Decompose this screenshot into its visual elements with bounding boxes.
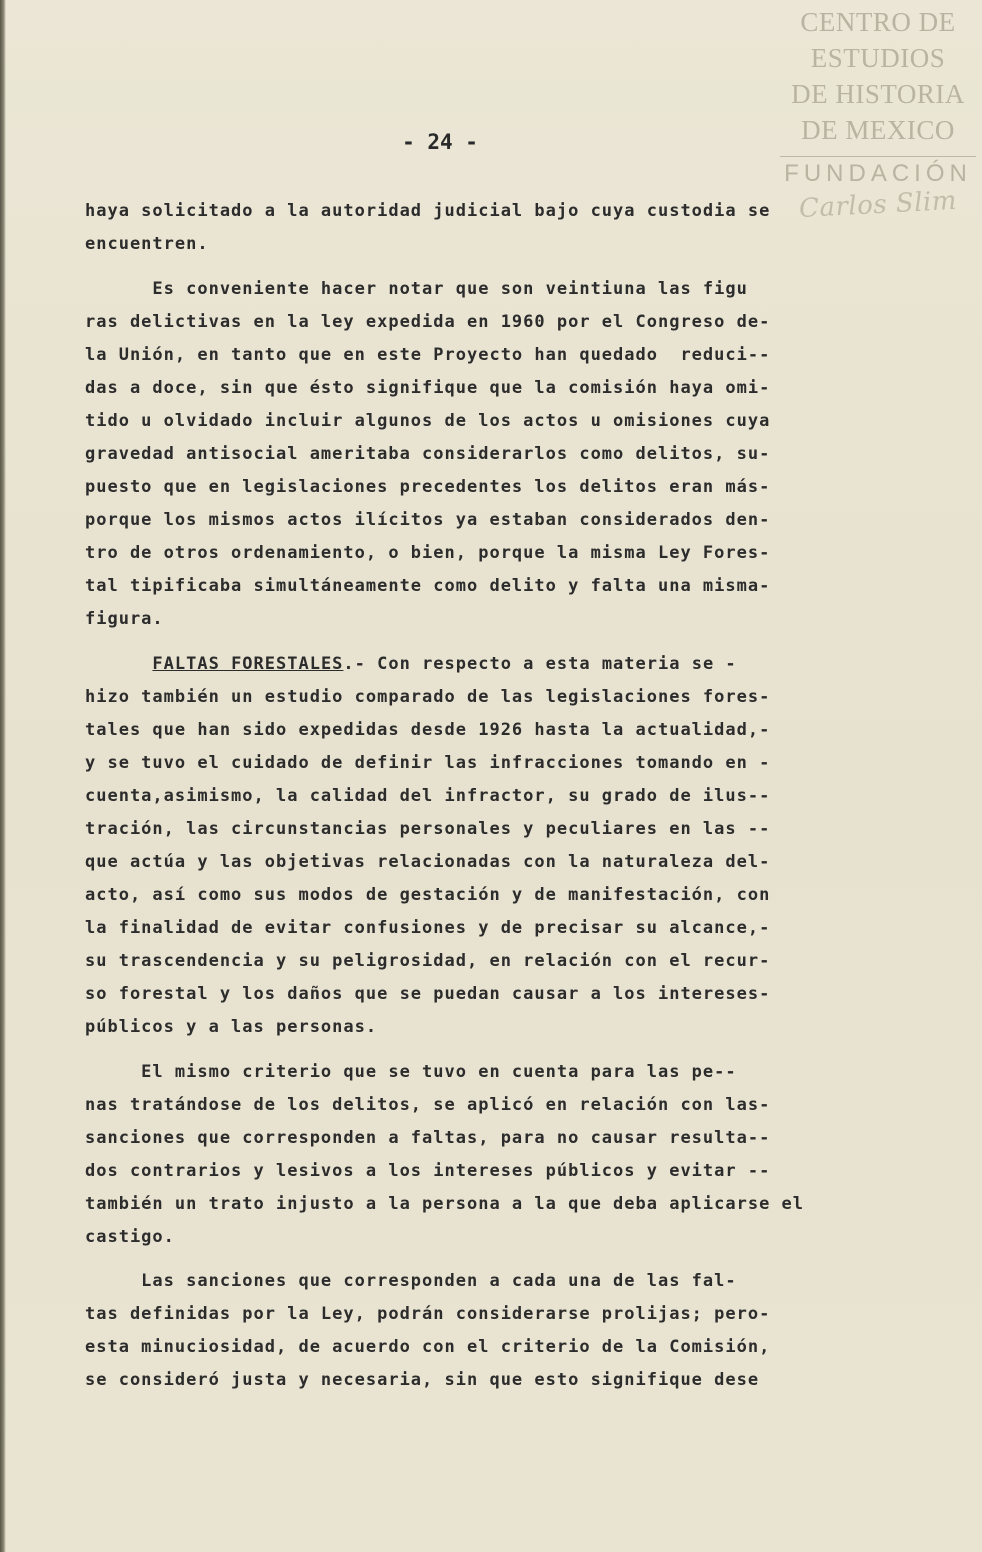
text-line: públicos y a las personas.: [85, 1017, 378, 1037]
text-line: puesto que en legislaciones precedentes los delitos eran más-: [85, 477, 771, 497]
text-line: acto, así como sus modos de gestación y de manifestación, con: [85, 885, 771, 905]
text-line: haya solicitado a la autoridad judicial bajo cuya custodia se: [85, 201, 771, 221]
watermark-line: ESTUDIOS: [810, 43, 946, 73]
watermark-line: DE HISTORIA: [791, 79, 965, 109]
text-line: ras delictivas en la ley expedida en 1960 por el Congreso de-: [85, 312, 771, 332]
text-line: su trascendencia y su peligrosidad, en relación con el recur-: [85, 951, 771, 971]
text-line: también un trato injusto a la persona a la que deba aplicarse el: [85, 1194, 805, 1214]
heading-line-rest: .- Con respecto a esta materia se -: [343, 654, 737, 674]
text-line: la Unión, en tanto que en este Proyecto han quedado reduci--: [85, 345, 771, 365]
text-line: so forestal y los daños que se puedan causar a los intereses-: [85, 984, 771, 1004]
paragraph: [85, 195, 955, 261]
text-line: encuentren.: [85, 234, 209, 254]
text-line: Las sanciones que corresponden a cada una de las fal-: [85, 1271, 737, 1291]
section-heading: FALTAS FORESTALES: [152, 654, 344, 674]
watermark-line: DE MEXICO: [801, 115, 955, 145]
text-line: porque los mismos actos ilícitos ya estaban considerados den-: [85, 510, 771, 530]
text-line: tal tipificaba simultáneamente como delito y falta una misma-: [85, 576, 771, 596]
text-line: das a doce, sin que ésto signifique que la comisión haya omi-: [85, 378, 771, 398]
document-body: [85, 195, 955, 1397]
paragraph-faltas-forestales: [85, 648, 955, 1044]
paragraph: [85, 1265, 955, 1397]
text-line: cuenta,asimismo, la calidad del infractor, su grado de ilus--: [85, 786, 771, 806]
text-line: tido u olvidado incluir algunos de los actos u omisiones cuya: [85, 411, 771, 431]
text-line: figura.: [85, 609, 164, 629]
text-line: dos contrarios y lesivos a los intereses públicos y evitar --: [85, 1161, 771, 1181]
text-line: El mismo criterio que se tuvo en cuenta para las pe--: [85, 1062, 737, 1082]
paragraph: [85, 1056, 955, 1254]
page-binding-edge: [0, 0, 6, 1552]
text-line: tales que han sido expedidas desde 1926 hasta la actualidad,-: [85, 720, 771, 740]
text-line: hizo también un estudio comparado de las legislaciones fores-: [85, 687, 771, 707]
watermark-foundation: FUNDACIÓN: [784, 160, 972, 187]
text-line: Es conveniente hacer notar que son veintiuna las figu: [85, 279, 748, 299]
archive-watermark: [780, 4, 976, 225]
text-line: esta minuciosidad, de acuerdo con el criterio de la Comisión,: [85, 1337, 771, 1357]
paragraph: [85, 273, 955, 636]
text-line: castigo.: [85, 1227, 175, 1247]
text-line: [85, 648, 955, 681]
watermark-divider: [780, 156, 976, 157]
text-line: nas tratándose de los delitos, se aplicó en relación con las-: [85, 1095, 771, 1115]
text-line: gravedad antisocial ameritaba considerarlos como delitos, su-: [85, 444, 771, 464]
text-line: tro de otros ordenamiento, o bien, porque la misma Ley Fores-: [85, 543, 771, 563]
page-number: - 24 -: [402, 130, 478, 154]
text-line: se consideró justa y necesaria, sin que esto signifique dese: [85, 1370, 760, 1390]
watermark-line: CENTRO DE: [800, 7, 956, 37]
text-line: tración, las circunstancias personales y peculiares en las --: [85, 819, 771, 839]
text-line: la finalidad de evitar confusiones y de precisar su alcance,-: [85, 918, 771, 938]
text-line: sanciones que corresponden a faltas, para no causar resulta--: [85, 1128, 771, 1148]
text-line: que actúa y las objetivas relacionadas con la naturaleza del-: [85, 852, 771, 872]
text-line: y se tuvo el cuidado de definir las infracciones tomando en -: [85, 753, 771, 773]
text-line: tas definidas por la Ley, podrán considerarse prolijas; pero-: [85, 1304, 771, 1324]
watermark-signature: Carlos Slim: [798, 185, 958, 225]
